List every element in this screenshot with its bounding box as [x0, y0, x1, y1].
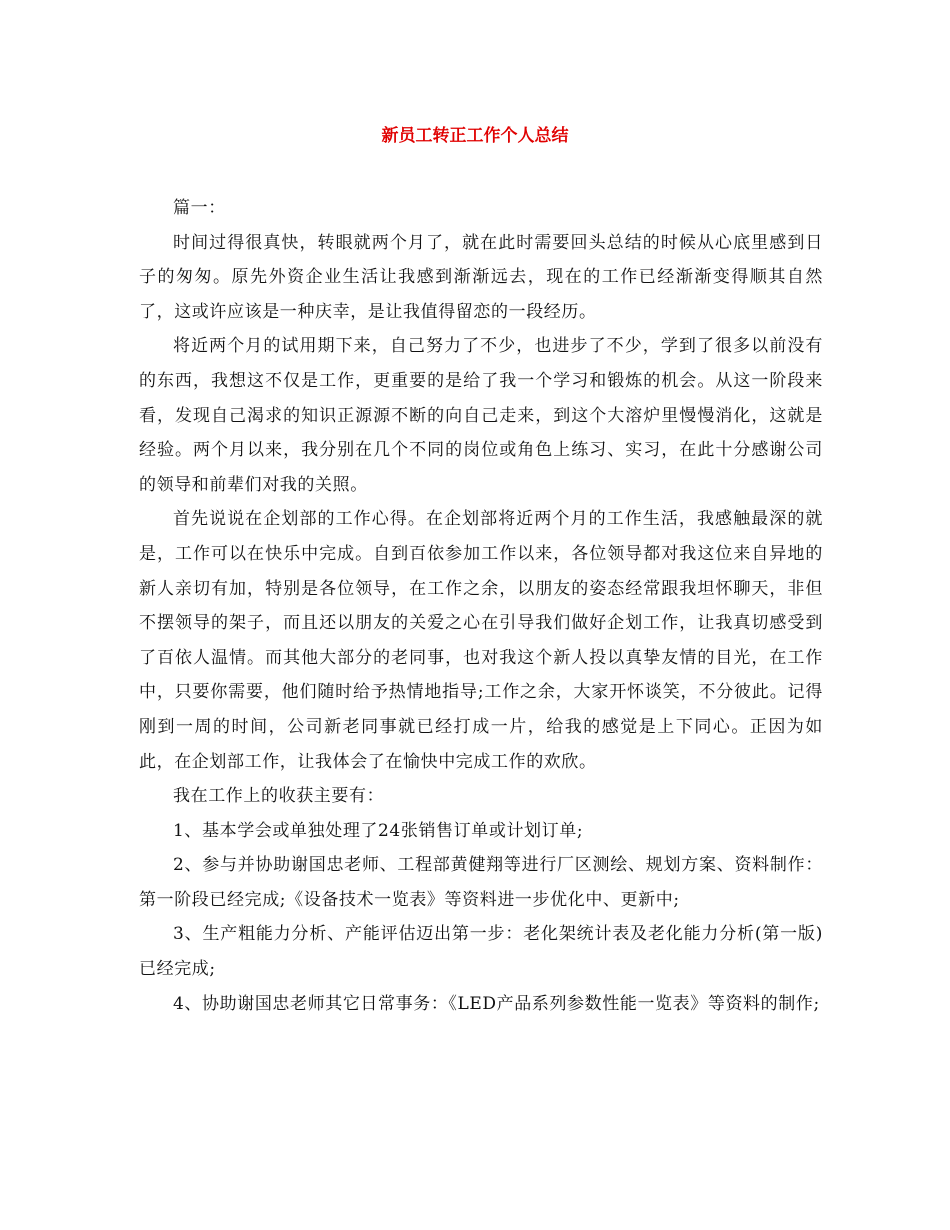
- paragraph: 我在工作上的收获主要有：: [173, 786, 385, 807]
- document-body: [139, 191, 823, 1021]
- document-title: 新员工转正工作个人总结: [381, 126, 569, 146]
- paragraph-heading: 篇一：: [173, 198, 226, 218]
- list-item: 3、生产粗能力分析、产能评估迈出第一步：老化架统计表及老化能力分析(第一版)已经完成;: [139, 924, 823, 980]
- paragraph: 时间过得很真快，转眼就两个月了，就在此时需要回头总结的时候从心底里感到日子的匆匆。原先外资企业生活让我感到渐渐远去，现在的工作已经渐渐变得顺其自然了，这或许应该是一种庆幸，是让我值得留恋的一段经历。: [139, 232, 823, 322]
- list-item: 1、基本学会或单独处理了24张销售订单或计划订单;: [173, 820, 584, 841]
- list-item: 2、参与并协助谢国忠老师、工程部黄健翔等进行厂区测绘、规划方案、资料制作：第一阶段已经完成;《设备技术一览表》等资料进一步优化中、更新中;: [139, 855, 823, 910]
- list-item: 4、协助谢国忠老师其它日常事务：《LED产品系列参数性能一览表》等资料的制作;: [173, 993, 820, 1014]
- paragraph: 将近两个月的试用期下来，自己努力了不少，也进步了不少，学到了很多以前没有的东西，我想这不仅是工作，更重要的是给了我一个学习和锻炼的机会。从这一阶段来看，发现自己渴求的知识正源源不断的向自己走来，到这个大溶炉里慢慢消化，这就是经验。两个月以来，我分别在几个不同的岗位或角色上练习、实习，在此十分感谢公司的领导和前辈们对我的关照。: [139, 336, 823, 495]
- paragraph: 首先说说在企划部的工作心得。在企划部将近两个月的工作生活，我感触最深的就是，工作可以在快乐中完成。自到百依参加工作以来，各位领导都对我这位来自异地的新人亲切有加，特别是各位领导，在工作之余，以朋友的姿态经常跟我坦怀聊天，非但不摆领导的架子，而且还以朋友的关爱之心在引导我们做好企划工作，让我真切感受到了百依人温情。而其他大部分的老同事，也对我这个新人投以真挚友情的目光，在工作中，只要你需要，他们随时给予热情地指导;工作之余，大家开怀谈笑，不分彼此。记得刚到一周的时间，公司新老同事就已经打成一片，给我的感觉是上下同心。正因为如此，在企划部工作，让我体会了在愉快中完成工作的欢欣。: [139, 509, 823, 772]
